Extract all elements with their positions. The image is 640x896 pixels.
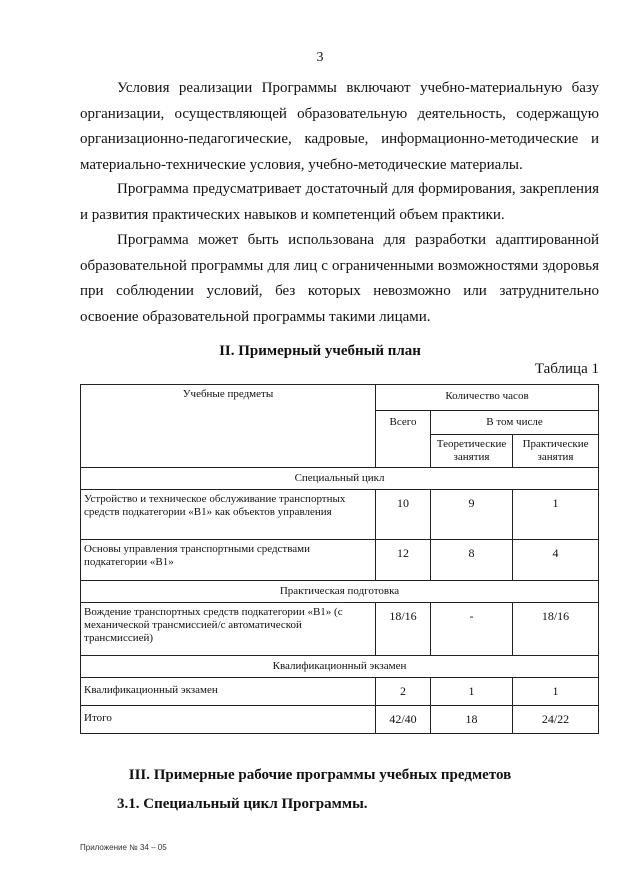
header-subjects: Учебные предметы xyxy=(81,385,376,468)
row-name: Итого xyxy=(81,706,376,734)
footer-note: Приложение № 34 – 05 xyxy=(80,843,167,852)
row-practice: 18/16 xyxy=(513,603,599,656)
table-label: Таблица 1 xyxy=(534,361,599,377)
row-total: 10 xyxy=(376,490,431,540)
table-row xyxy=(81,490,599,540)
table-section-row xyxy=(81,468,599,490)
row-name: Основы управления транспортными средствами подкатегории «В1» xyxy=(81,540,376,581)
row-total: 12 xyxy=(376,540,431,581)
header-practice: Практические занятия xyxy=(513,435,599,468)
row-theory: 8 xyxy=(431,540,513,581)
section-qualification-exam: Квалификационный экзамен xyxy=(81,656,599,678)
section-title-curriculum: II. Примерный учебный план xyxy=(219,343,421,359)
paragraph-practice: Программа предусматривает достаточный для формирования, закрепления и развития практических навыков и компетенций объем практики. xyxy=(80,181,599,223)
table-row xyxy=(81,678,599,706)
header-theory: Теоретические занятия xyxy=(431,435,513,468)
subsection-title: 3.1. Специальный цикл Программы. xyxy=(117,796,368,812)
row-theory: 9 xyxy=(431,490,513,540)
section-title-work-programs: III. Примерные рабочие программы учебных предметов xyxy=(128,767,512,783)
row-theory: 1 xyxy=(431,678,513,706)
row-total: 18/16 xyxy=(376,603,431,656)
header-total: Всего xyxy=(376,411,431,468)
row-practice: 1 xyxy=(513,490,599,540)
header-including: В том числе xyxy=(431,411,599,435)
row-total: 2 xyxy=(376,678,431,706)
row-theory: - xyxy=(431,603,513,656)
table-row xyxy=(81,540,599,581)
row-theory: 18 xyxy=(431,706,513,734)
row-name: Квалификационный экзамен xyxy=(81,678,376,706)
row-practice: 24/22 xyxy=(513,706,599,734)
curriculum-table xyxy=(80,384,599,734)
page-number: 3 xyxy=(316,50,324,65)
row-name: Вождение транспортных средств подкатегории «В1» (с механической трансмиссией/с автоматической трансмиссией) xyxy=(81,603,376,656)
header-hours: Количество часов xyxy=(376,385,599,411)
table-row xyxy=(81,603,599,656)
row-practice: 1 xyxy=(513,678,599,706)
table-row xyxy=(81,706,599,734)
row-name: Устройство и техническое обслуживание транспортных средств подкатегории «В1» как объектов управления xyxy=(81,490,376,540)
table-header-row xyxy=(81,385,599,411)
table-section-row xyxy=(81,581,599,603)
section-practical-training: Практическая подготовка xyxy=(81,581,599,603)
paragraph-adapted: Программа может быть использована для разработки адаптированной образовательной программы для лиц с ограниченными возможностями здоровья при соблюдении условий, без которых невозможно или затруднительно освоение образовательной программы такими лицами. xyxy=(80,232,599,325)
paragraph-conditions: Условия реализации Программы включают учебно-материальную базу организации, осуществляющей образовательную деятельность, содержащую организационно-педагогические, кадровые, информационно-методические и материально-технические условия, учебно-методические материалы. xyxy=(80,80,599,173)
row-total: 42/40 xyxy=(376,706,431,734)
table-section-row xyxy=(81,656,599,678)
section-special-cycle: Специальный цикл xyxy=(81,468,599,490)
row-practice: 4 xyxy=(513,540,599,581)
